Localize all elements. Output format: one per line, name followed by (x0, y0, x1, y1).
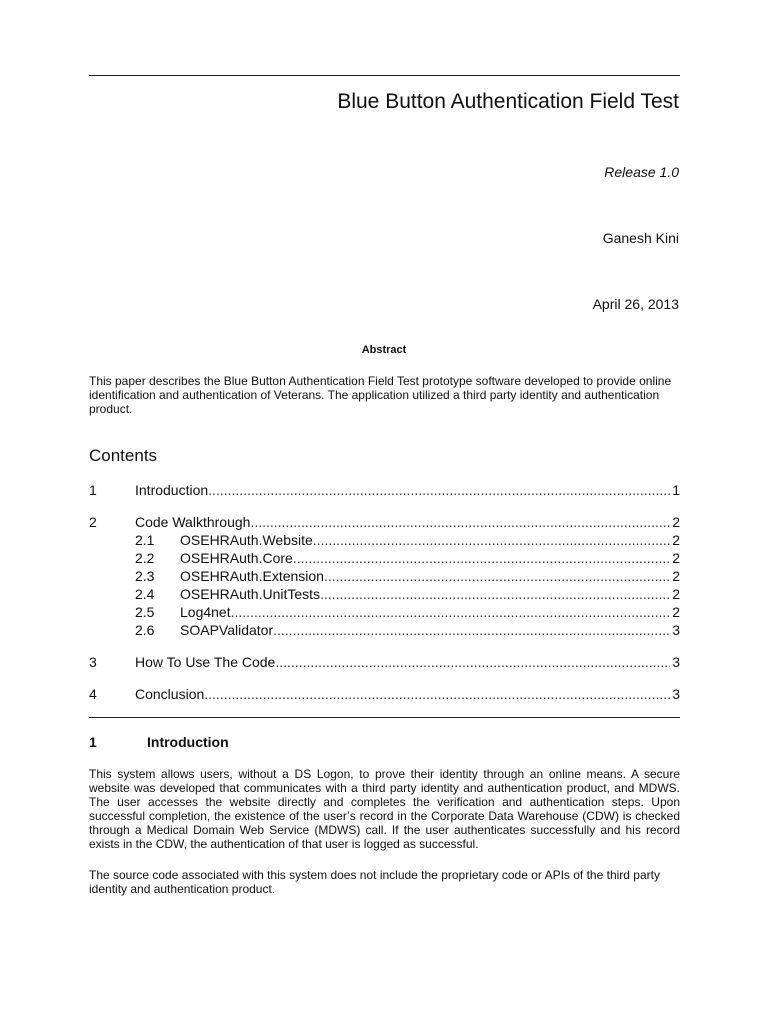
toc-page-number: 2 (672, 586, 680, 602)
toc-label: OSEHRAuth.Website (180, 532, 313, 548)
toc-label: Introduction (135, 482, 209, 498)
toc-entry-code-walkthrough[interactable] (89, 513, 680, 531)
top-rule (89, 75, 680, 76)
toc-label: OSEHRAuth.Core (180, 550, 293, 566)
toc-label: SOAPValidator (180, 622, 274, 638)
toc-number: 2.4 (135, 586, 155, 602)
toc-number: 2 (89, 514, 97, 530)
toc-number: 3 (89, 654, 97, 670)
toc-page-number: 2 (672, 568, 680, 584)
toc-number: 1 (89, 482, 97, 498)
toc-label: How To Use The Code (135, 654, 276, 670)
toc-number: 4 (89, 686, 97, 702)
intro-paragraph-1: This system allows users, without a DS Logon, to prove their identity through an online means. A secure website was developed that communicates with a third party identity and authentication product, and MDWS. The user accesses the website directly and completes the verification and authentication steps. Upon successful completion, the existence of the user’s record in the Corporate Data Warehouse (CDW) is checked through a Medical Domain Web Service (MDWS) call. If the user authenticates successfully and his record exists in the CDW, the authentication of that user is logged as successful. (89, 767, 680, 851)
release-label: Release 1.0 (604, 164, 679, 180)
document-date: April 26, 2013 (592, 296, 679, 312)
toc-page-number: 2 (672, 550, 680, 566)
toc-page-number: 3 (672, 654, 680, 670)
toc-leader-dots (204, 685, 670, 703)
toc-entry-osehrauth-unittests[interactable] (89, 585, 680, 603)
section-number: 1 (89, 734, 97, 750)
toc-label: OSEHRAuth.Extension (180, 568, 324, 584)
toc-leader-dots (324, 567, 670, 585)
toc-leader-dots (273, 621, 670, 639)
section-title: Introduction (147, 734, 229, 750)
toc-page-number: 2 (672, 604, 680, 620)
section-heading-introduction (89, 734, 229, 750)
toc-leader-dots (293, 549, 670, 567)
toc-page-number: 1 (672, 482, 680, 498)
toc-entry-soapvalidator[interactable] (89, 621, 680, 639)
toc-leader-dots (313, 531, 670, 549)
toc-number: 2.1 (135, 532, 155, 548)
toc-label: Conclusion (135, 686, 205, 702)
toc-number: 2.3 (135, 568, 155, 584)
toc-entry-osehrauth-website[interactable] (89, 531, 680, 549)
toc-leader-dots (208, 481, 670, 499)
toc-label: Log4net (180, 604, 231, 620)
toc-number: 2.5 (135, 604, 155, 620)
table-of-contents (89, 481, 680, 703)
abstract-text: This paper describes the Blue Button Authentication Field Test prototype software developed to provide online identification and authentication of Veterans. The application utilized a third party identity and authentication product. (89, 374, 672, 416)
toc-entry-conclusion[interactable] (89, 685, 680, 703)
abstract-heading: Abstract (361, 344, 407, 356)
contents-divider (89, 717, 680, 718)
toc-entry-osehrauth-extension[interactable] (89, 567, 680, 585)
toc-leader-dots (275, 653, 670, 671)
toc-entry-osehrauth-core[interactable] (89, 549, 680, 567)
toc-entry-how-to-use[interactable] (89, 653, 680, 671)
toc-page-number: 2 (672, 532, 680, 548)
toc-leader-dots (250, 513, 670, 531)
toc-page-number: 3 (672, 686, 680, 702)
toc-number: 2.6 (135, 622, 155, 638)
contents-heading: Contents (89, 446, 158, 465)
toc-page-number: 3 (672, 622, 680, 638)
document-title: Blue Button Authentication Field Test (337, 90, 679, 113)
toc-label: Code Walkthrough (135, 514, 251, 530)
toc-entry-log4net[interactable] (89, 603, 680, 621)
toc-leader-dots (320, 585, 670, 603)
intro-paragraph-2: The source code associated with this system does not include the proprietary code or APIs of the third party identity and authentication product. (89, 868, 660, 896)
toc-entry-introduction[interactable] (89, 481, 680, 499)
toc-number: 2.2 (135, 550, 155, 566)
toc-leader-dots (231, 603, 671, 621)
author-name: Ganesh Kini (602, 230, 679, 246)
toc-page-number: 2 (672, 514, 680, 530)
toc-label: OSEHRAuth.UnitTests (180, 586, 321, 602)
